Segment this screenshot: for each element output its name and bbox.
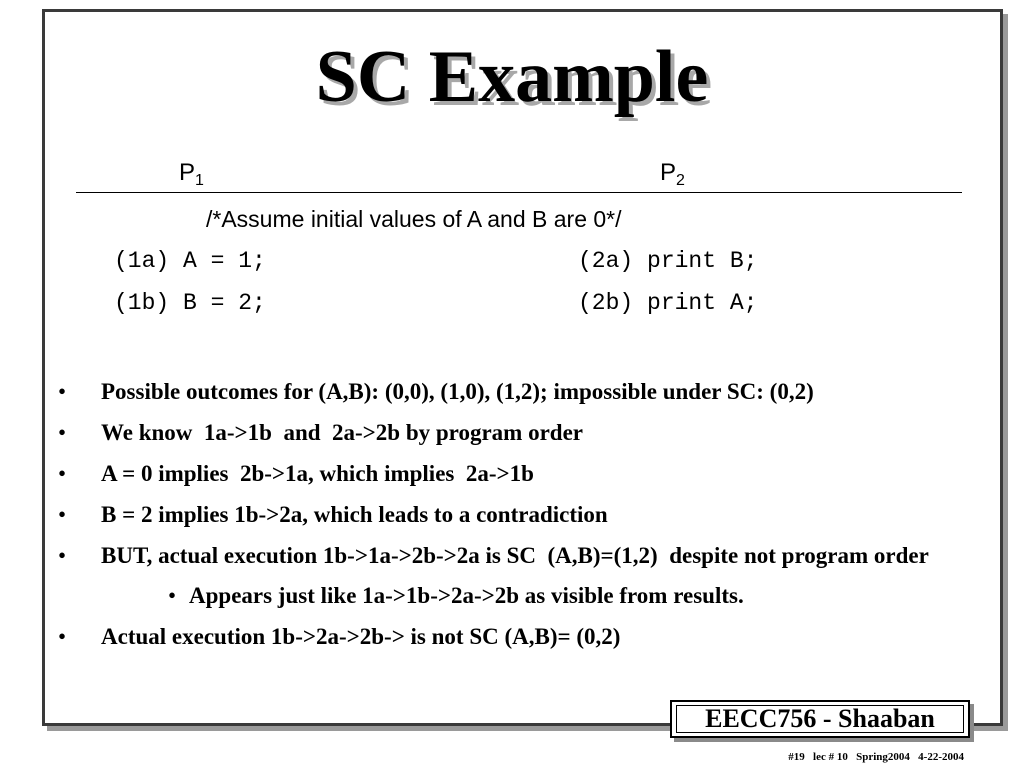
bullet-text: B = 2 implies 1b->2a, which leads to a contradiction — [101, 502, 608, 527]
bullet-item — [58, 540, 988, 572]
bullet-dot: • — [58, 624, 67, 649]
bullet-text: Actual execution 1b->2a->2b-> is not SC (A,B)= (0,2) — [101, 624, 621, 649]
bullet-item — [58, 458, 988, 490]
bullet-text: Appears just like 1a->1b->2a->2b as visible from results. — [189, 583, 744, 608]
bullet-text: BUT, actual execution 1b->1a->2b->2a is SC (A,B)=(1,2) despite not program order — [101, 543, 929, 568]
bullet-dot: • — [168, 583, 177, 608]
bullet-item — [58, 417, 988, 449]
slide-title: SC Example — [315, 36, 709, 118]
header-divider — [76, 192, 962, 193]
processor-p1-label — [179, 158, 204, 196]
bullet-dot: • — [58, 502, 67, 527]
code-line-2a: (2a) print B; — [578, 248, 758, 274]
sub-bullet-item — [58, 580, 988, 612]
assumption-comment: /*Assume initial values of A and B are 0*/ — [206, 206, 622, 232]
footer-course-box — [670, 700, 970, 738]
footer-course-title: EECC756 - Shaaban — [705, 704, 935, 733]
bullet-dot: • — [58, 543, 67, 568]
processor-p1-letter: P — [179, 159, 196, 186]
processor-p2-label — [660, 158, 685, 196]
footer-slide-note: #19 lec # 10 Spring2004 4-22-2004 — [788, 751, 964, 763]
bullet-dot: • — [58, 461, 67, 486]
code-line-2b: (2b) print A; — [578, 290, 758, 316]
bullet-list — [58, 376, 988, 662]
bullet-text: We know 1a->1b and 2a->2b by program order — [101, 420, 583, 445]
code-line-1b: (1b) B = 2; — [114, 290, 266, 316]
bullet-dot: • — [58, 379, 67, 404]
bullet-item — [58, 499, 988, 531]
processor-p1-subscript: 1 — [195, 172, 204, 189]
processor-p2-subscript: 2 — [676, 172, 685, 189]
bullet-item — [58, 621, 988, 653]
code-line-1a: (1a) A = 1; — [114, 248, 266, 274]
bullet-item — [58, 376, 988, 408]
processor-p2-letter: P — [660, 159, 677, 186]
bullet-dot: • — [58, 420, 67, 445]
bullet-text: A = 0 implies 2b->1a, which implies 2a->1b — [101, 461, 534, 486]
bullet-text: Possible outcomes for (A,B): (0,0), (1,0), (1,2); impossible under SC: (0,2) — [101, 379, 814, 404]
